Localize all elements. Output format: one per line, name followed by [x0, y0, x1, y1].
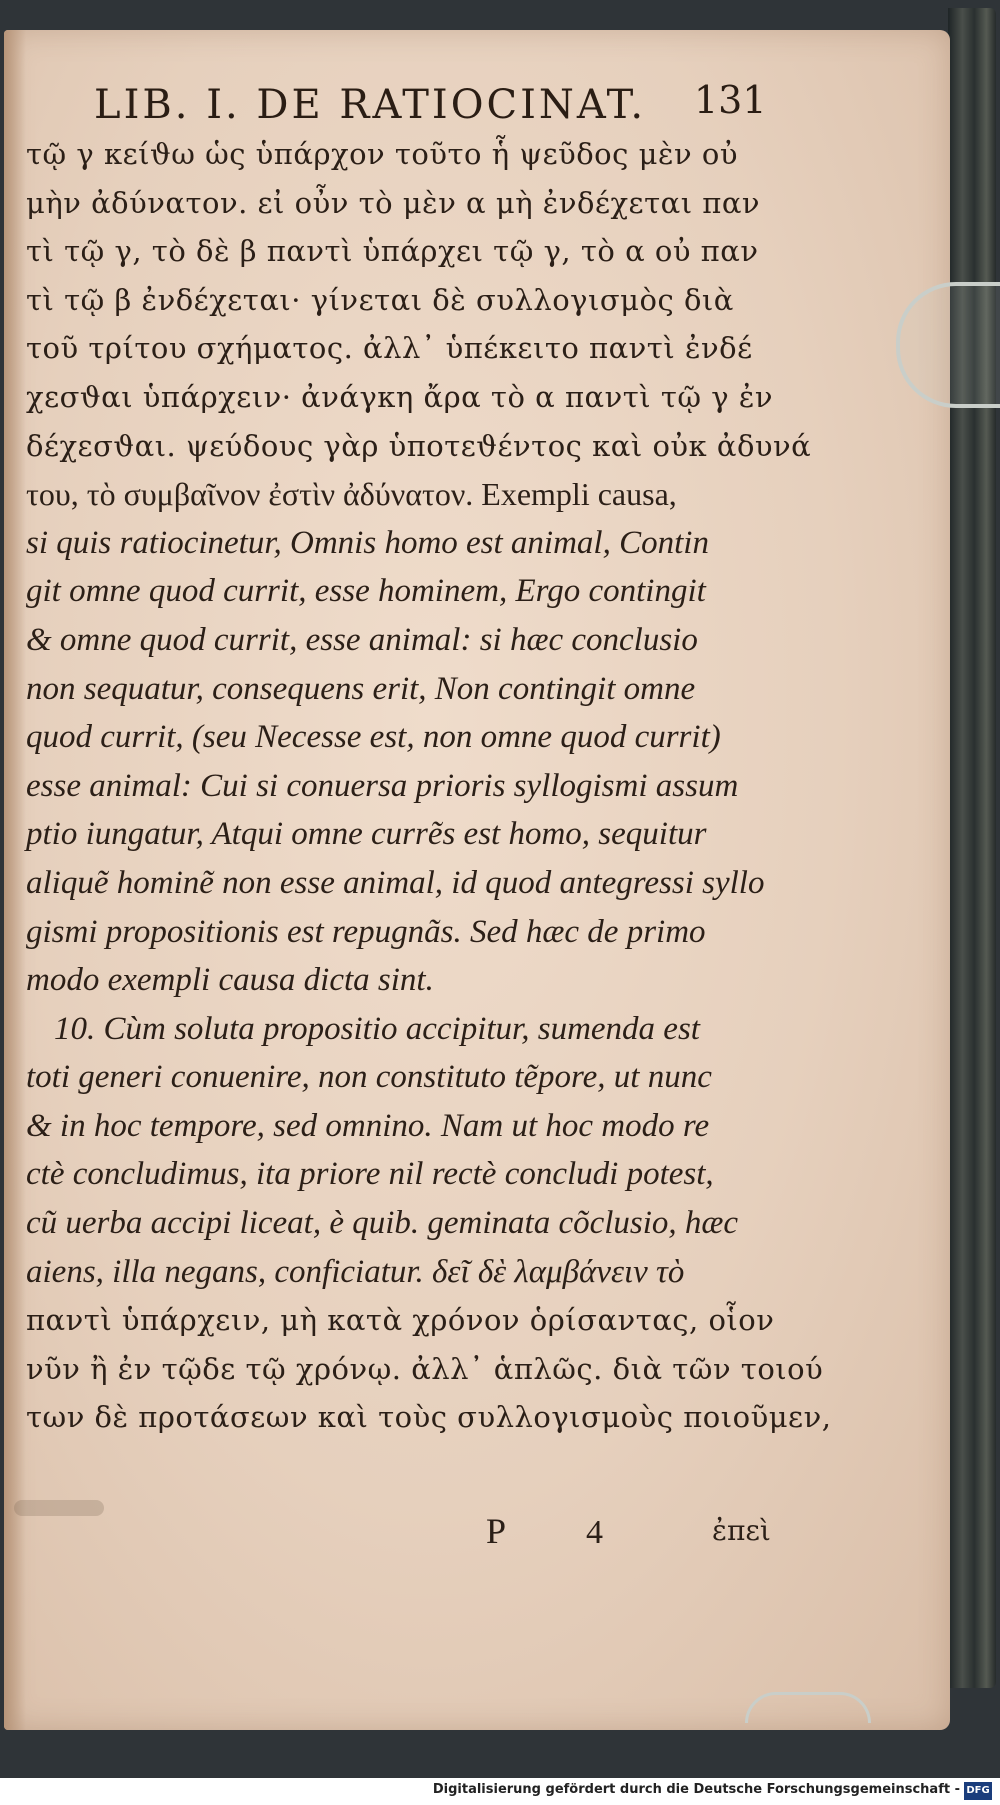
- text-line: si quis ratiocinetur, Omnis homo est animal, Contin: [26, 524, 709, 561]
- text-line: τοῦ τρίτου σχήματος. ἀλλ᾽ ὑπέκειτο παντὶ ἐνδέ: [26, 331, 753, 366]
- catchword: ἐπεὶ: [712, 1514, 771, 1547]
- credit-text: Digitalisierung gefördert durch die Deutsche Forschungsgemeinschaft -: [432, 1782, 960, 1797]
- book-page-stack: [948, 8, 996, 1688]
- text-line: μὴν ἀδύνατον. εἰ οὖν τὸ μὲν α μὴ ἐνδέχεται παν: [26, 185, 761, 220]
- page-holder-tab: [745, 1692, 871, 1723]
- text-line: των δὲ προτάσεων καὶ τοὺς συλλογισμοὺς ποιοῦμεν,: [26, 1400, 832, 1435]
- signature-mark: P: [486, 1511, 507, 1551]
- text-line: δέχεσϑαι. ψεύδους γὰρ ὑποτεϑέντος καὶ οὐκ ἀδυνά: [26, 428, 812, 463]
- page-number: 131: [694, 78, 767, 122]
- page-footer: [26, 1510, 786, 1560]
- text-line: quod currit, (seu Necesse est, non omne quod currit): [26, 719, 721, 756]
- book-page: [4, 30, 950, 1730]
- text-line: τῷ γ κείϑω ὡς ὑπάρχον τοῦτο ἧ ψεῦδος μὲν οὐ: [26, 137, 738, 171]
- credit-bar: [0, 1778, 1000, 1805]
- text-line: & in hoc tempore, sed omnino. Nam ut hoc modo re: [26, 1107, 710, 1144]
- running-head: LIB. I. DE RATIOCINAT.: [94, 82, 647, 128]
- text-line: του, τὸ συμβαῖνον ἐστὶν ἀδύνατον. Exempli causa,: [26, 476, 677, 513]
- ink-smudge: [14, 1500, 104, 1516]
- text-line: & omne quod currit, esse animal: si hæc conclusio: [26, 621, 698, 658]
- text-line: 10. Cùm soluta propositio accipitur, sumenda est: [54, 1010, 700, 1047]
- text-line: ctè concludimus, ita priore nil rectè concludi potest,: [26, 1156, 714, 1193]
- text-line: git omne quod currit, esse hominem, Ergo contingit: [26, 573, 706, 610]
- text-line: aliquẽ hominẽ non esse animal, id quod antegressi syllo: [26, 864, 765, 901]
- text-line: τὶ τῷ γ, τὸ δὲ β παντὶ ὑπάρχει τῷ γ, τὸ α οὐ παν: [26, 234, 759, 269]
- text-line: τὶ τῷ β ἐνδέχεται· γίνεται δὲ συλλογισμὸς διὰ: [26, 282, 734, 317]
- text-line: παντὶ ὑπάρχειν, μὴ κατὰ χρόνον ὁρίσαντας, οἷον: [26, 1303, 775, 1338]
- text-block: [26, 130, 832, 1442]
- text-line: νῦν ἢ ἐν τῷδε τῷ χρόνῳ. ἀλλ᾽ ἁπλῶς. διὰ τῶν τοιού: [26, 1351, 824, 1386]
- text-line: modo exempli causa dicta sint.: [26, 962, 434, 999]
- dfg-logo: DFG: [964, 1782, 992, 1800]
- text-line: toti generi conuenire, non constituto tẽpore, ut nunc: [26, 1059, 712, 1096]
- text-line: χεσϑαι ὑπάρχειν· ἀνάγκη ἄρα τὸ α παντὶ τῷ γ ἐν: [26, 379, 774, 414]
- text-line: cũ uerba accipi liceat, è quib. geminata cõclusio, hæc: [26, 1205, 739, 1242]
- text-line: ptio iungatur, Atqui omne currẽs est homo, sequitur: [26, 816, 707, 853]
- text-line: aiens, illa negans, conficiatur. δεῖ δὲ λαμβάνειν τὸ: [26, 1253, 685, 1290]
- page-clip: [896, 282, 1000, 408]
- text-line: gismi propositionis est repugnãs. Sed hæc de primo: [26, 913, 706, 950]
- text-line: non sequatur, consequens erit, Non contingit omne: [26, 670, 696, 707]
- text-line: esse animal: Cui si conuersa prioris syllogismi assum: [26, 767, 739, 804]
- signature-number: 4: [586, 1514, 603, 1551]
- page-gutter-shadow: [4, 30, 26, 1730]
